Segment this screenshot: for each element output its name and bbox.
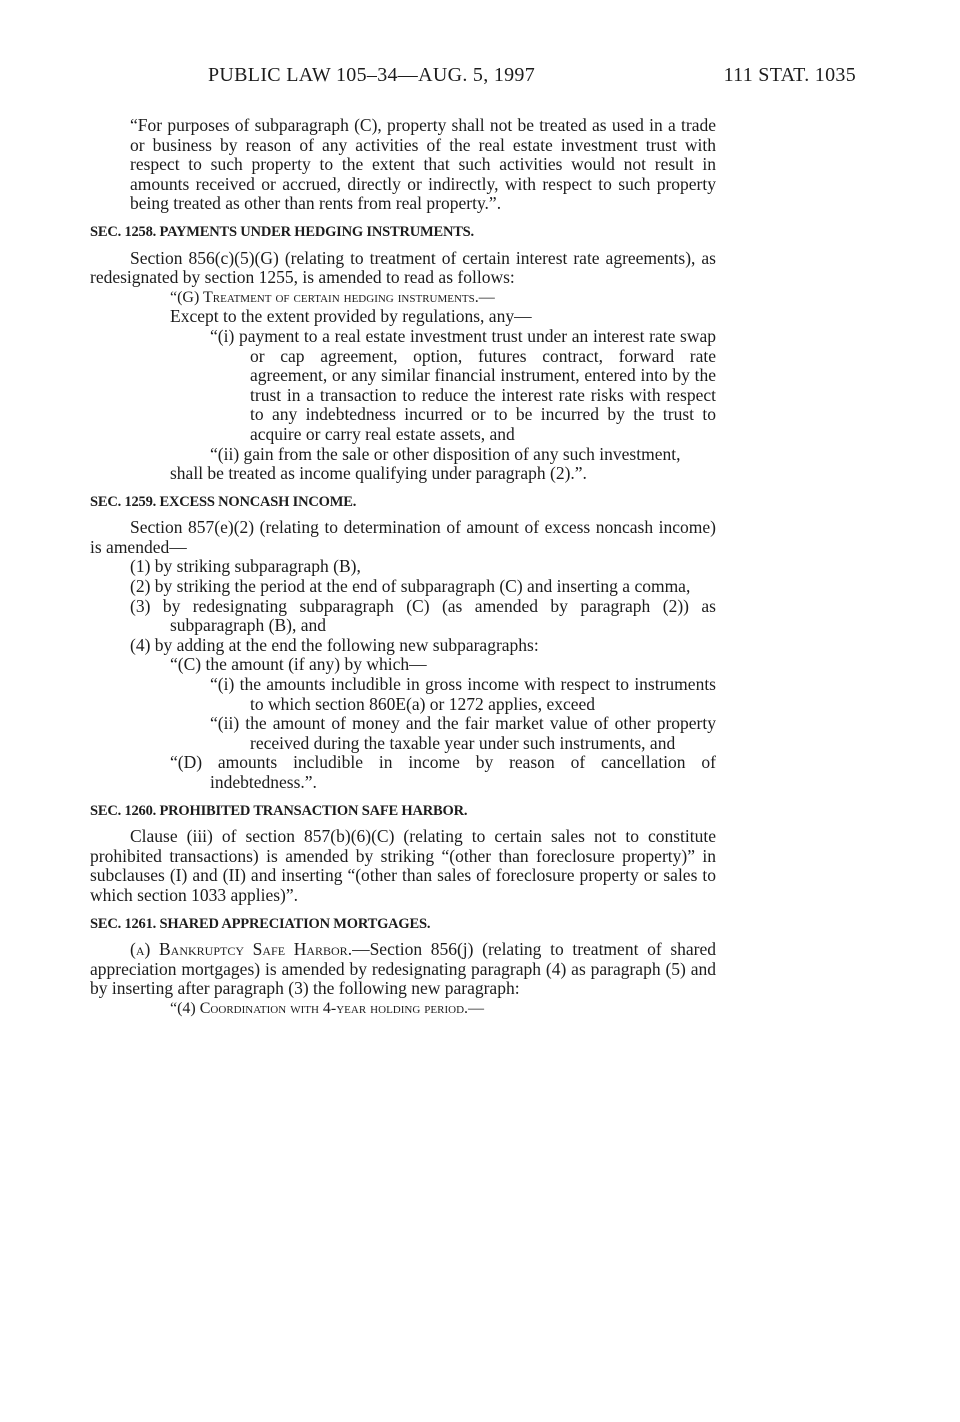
section-heading-1261: SEC. 1261. SHARED APPRECIATION MORTGAGES. — [90, 915, 431, 932]
amendment-item-3: (3) by redesignating subparagraph (C) (as amended by paragraph (2)) as subparagraph (B), and — [130, 595, 716, 636]
subparagraph-g-lead: Except to the extent provided by regulations, any— — [170, 306, 532, 327]
section-1261-a — [90, 940, 716, 999]
page-header — [90, 64, 856, 94]
section-heading-1259: SEC. 1259. EXCESS NONCASH INCOME. — [90, 493, 357, 510]
clause-i: “(i) payment to a real estate investment trust under an interest rate swap or cap agreement, option, futures contract, forward rate agreement, or any similar financial instrument, entered into by the trust in a transaction to reduce the interest rate risks with respect to any indebtedness incurred or to be incurred by the trust to acquire or carry real estate assets, and — [210, 325, 716, 444]
header-title: PUBLIC LAW 105–34—AUG. 5, 1997 — [208, 64, 536, 86]
section-heading-1258: SEC. 1258. PAYMENTS UNDER HEDGING INSTRUMENTS. — [90, 223, 474, 240]
amendment-item-4: (4) by adding at the end the following new subparagraphs: — [130, 634, 539, 655]
section-1258-intro: Section 856(c)(5)(G) (relating to treatment of certain interest rate agreements), as redesignated by section 1255, is amended to read as follows: — [90, 247, 716, 288]
subparagraph-g-closing: shall be treated as income qualifying under paragraph (2).”. — [170, 463, 587, 484]
continuation-paragraph: “For purposes of subparagraph (C), property shall not be treated as used in a trade or business by reason of any activities of the real estate investment trust with respect to such property to the extent that such activities would not result in amounts received or accrued, directly or indirectly, with respect to such property being treated as other than rents from real property.”. — [130, 115, 716, 214]
amendment-item-1: (1) by striking subparagraph (B), — [130, 556, 361, 577]
paragraph-4-heading: “(4) Coordination with 4-year holding period.— — [170, 999, 485, 1017]
new-subparagraph-c-ii: “(ii) the amount of money and the fair market value of other property received during the taxable year under such instruments, and — [210, 713, 716, 753]
section-1259-intro: Section 857(e)(2) (relating to determination of amount of excess noncash income) is amended— — [90, 517, 716, 557]
new-subparagraph-d: “(D) amounts includible in income by reason of cancellation of indebtedness.”. — [170, 752, 716, 792]
clause-ii: “(ii) gain from the sale or other disposition of any such investment, — [210, 443, 681, 464]
subparagraph-g-heading: “(G) Treatment of certain hedging instruments.— — [170, 288, 495, 306]
amendment-item-2: (2) by striking the period at the end of subparagraph (C) and inserting a comma, — [130, 576, 691, 597]
header-page-ref: 111 STAT. 1035 — [723, 64, 856, 86]
new-subparagraph-c-i: “(i) the amounts includible in gross income with respect to instruments to which section 860E(a) or 1272 applies, exceed — [210, 674, 716, 714]
new-subparagraph-c: “(C) the amount (if any) by which— — [170, 654, 427, 675]
document-body — [90, 116, 716, 1019]
section-heading-1260: SEC. 1260. PROHIBITED TRANSACTION SAFE HARBOR. — [90, 802, 468, 819]
section-1260-text: Clause (iii) of section 857(b)(6)(C) (relating to certain sales not to constitute prohibited transactions) is amended by striking “(other than foreclosure property)” in subclauses (I) and (II) and inserting “(other than sales of foreclosure property or sales to which section 1033 applies)”. — [90, 826, 716, 905]
subsection-a-text: —Section 856(j) (relating to treatment of shared appreciation mortgages) is amended by redesignating paragraph (4) as paragraph (5) and by inserting after paragraph (3) the following new paragraph: — [90, 939, 716, 999]
subsection-a-label: (a) Bankruptcy Safe Harbor. — [130, 939, 353, 960]
